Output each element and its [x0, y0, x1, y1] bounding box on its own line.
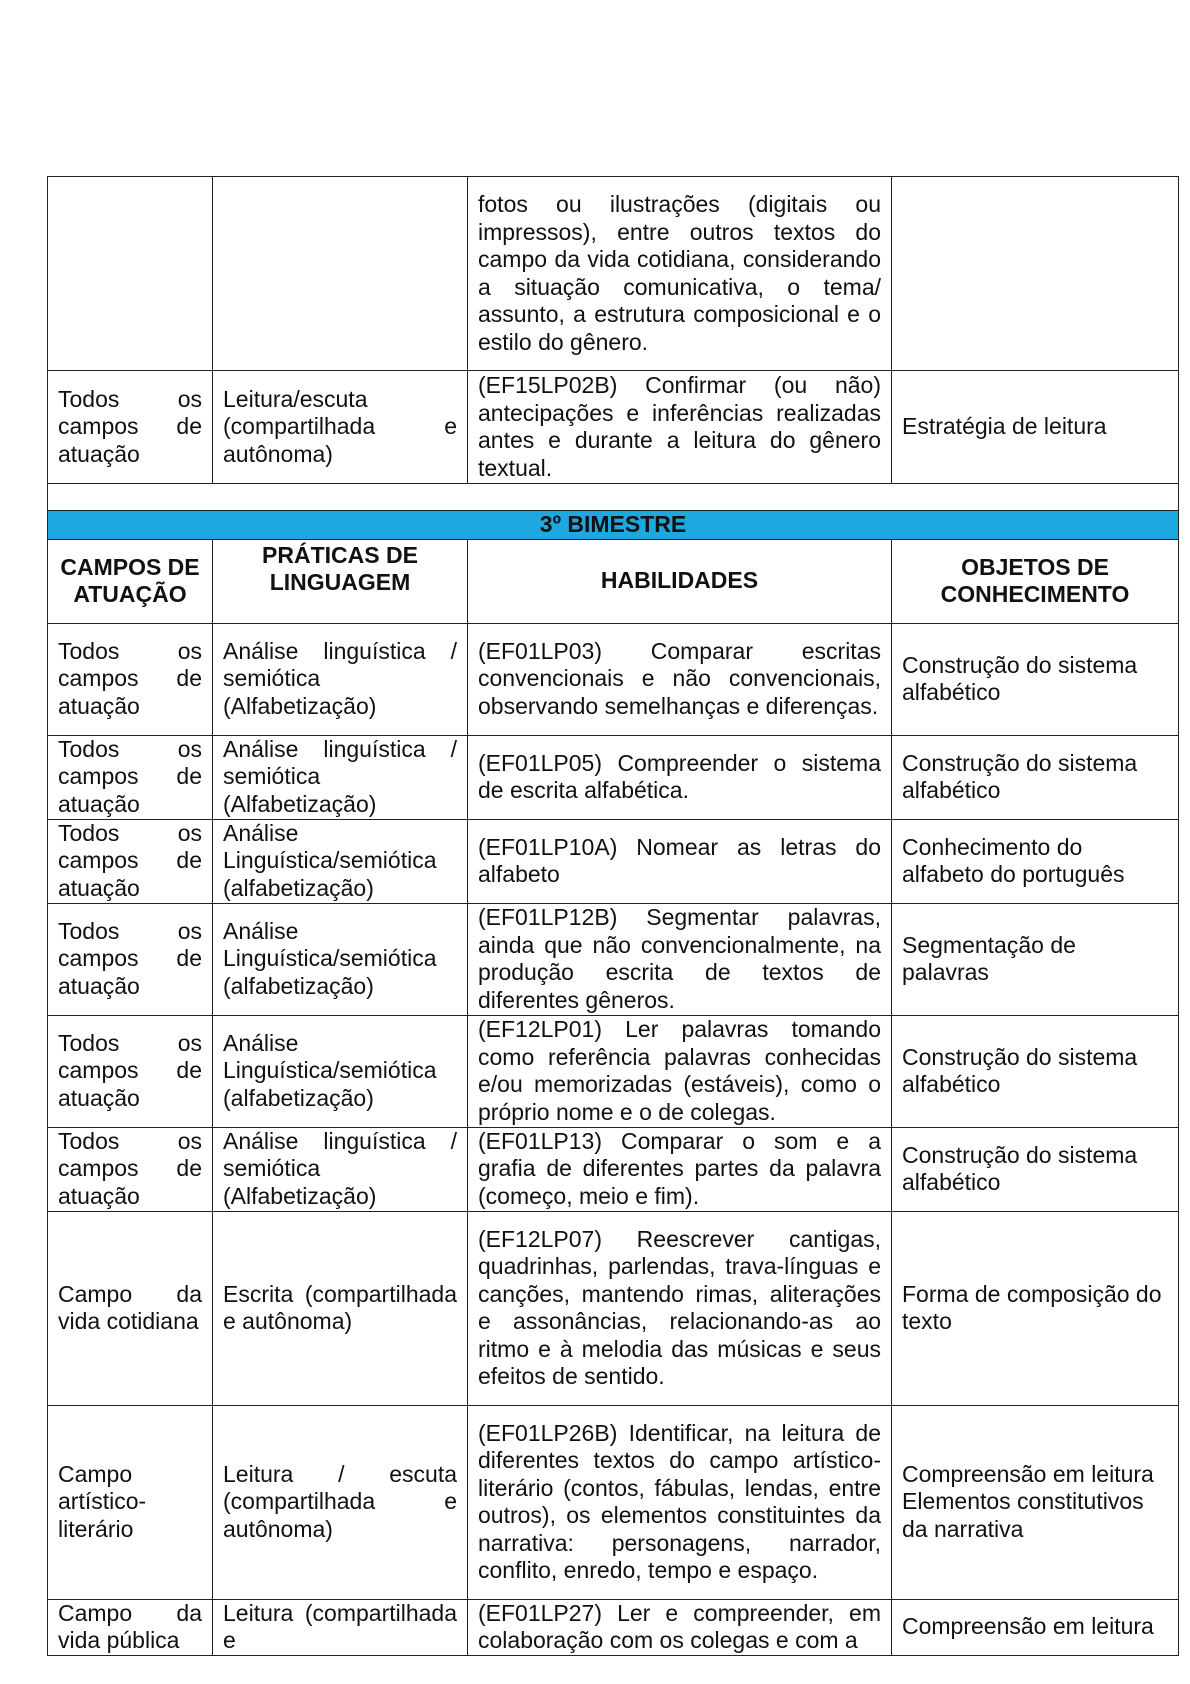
table-row: [48, 1599, 1179, 1655]
campo-cell: Todos os campos de atuação: [48, 819, 213, 903]
objeto-cell: Forma de composição do texto: [892, 1211, 1179, 1405]
header-campos: CAMPOS DE ATUAÇÃO: [48, 539, 213, 623]
objeto-cell: Estratégia de leitura: [892, 371, 1179, 484]
table-row: [48, 177, 1179, 371]
habilidade-cell: (EF12LP01) Ler palavras tomando como referência palavras conhecidas e/ou memorizadas (estáveis), como o próprio nome e o de colegas.: [468, 1015, 892, 1127]
campo-cell: Campo da vida pública: [48, 1599, 213, 1655]
campo-cell: [48, 177, 213, 371]
campo-cell: Todos os campos de atuação: [48, 903, 213, 1015]
header-praticas: PRÁTICAS DE LINGUAGEM: [213, 539, 468, 623]
bimestre-title: 3º BIMESTRE: [48, 511, 1179, 540]
pratica-cell: Análise linguística / semiótica (Alfabetização): [213, 1127, 468, 1211]
campo-cell: Todos os campos de atuação: [48, 1127, 213, 1211]
header-row: [48, 539, 1179, 623]
objeto-line: Compreensão em leitura: [902, 1460, 1154, 1487]
pratica-cell: Análise linguística / semiótica (Alfabetização): [213, 735, 468, 819]
objeto-cell: [892, 1405, 1179, 1599]
campo-cell: Todos os campos de atuação: [48, 371, 213, 484]
header-habilidades: HABILIDADES: [468, 539, 892, 623]
spacer-cell: [48, 484, 1179, 511]
table-row: [48, 1211, 1179, 1405]
pratica-cell: Análise Linguística/semiótica (alfabetização): [213, 1015, 468, 1127]
header-objetos: OBJETOS DE CONHECIMENTO: [892, 539, 1179, 623]
habilidade-cell: (EF01LP13) Comparar o som e a grafia de diferentes partes da palavra (começo, meio e fim).: [468, 1127, 892, 1211]
campo-cell: Campo da vida cotidiana: [48, 1211, 213, 1405]
habilidade-cell: (EF01LP03) Comparar escritas convencionais e não convencionais, observando semelhanças e diferenças.: [468, 623, 892, 735]
habilidade-cell: (EF01LP10A) Nomear as letras do alfabeto: [468, 819, 892, 903]
table-row: [48, 371, 1179, 484]
pratica-cell: Análise Linguística/semiótica (alfabetização): [213, 819, 468, 903]
objeto-cell: Construção do sistema alfabético: [892, 623, 1179, 735]
objeto-cell: [892, 177, 1179, 371]
habilidade-cell: (EF01LP27) Ler e compreender, em colaboração com os colegas e com a: [468, 1599, 892, 1655]
objeto-line: Elementos constitutivos da narrativa: [902, 1488, 1144, 1542]
pratica-cell: Leitura / escuta (compartilhada e autônoma): [213, 1405, 468, 1599]
pratica-cell: [213, 177, 468, 371]
habilidade-cell: (EF15LP02B) Confirmar (ou não) antecipações e inferências realizadas antes e durante a leitura do gênero textual.: [468, 371, 892, 484]
table-row: [48, 623, 1179, 735]
objeto-cell: Segmentação de palavras: [892, 903, 1179, 1015]
table-row: [48, 735, 1179, 819]
habilidade-cell: (EF01LP26B) Identificar, na leitura de diferentes textos do campo artístico-literário (contos, fábulas, lendas, entre outros), os elementos constituintes da narrativa: personagens, narrador, conflito, enredo, tempo e espaço.: [468, 1405, 892, 1599]
bimestre-row: [48, 511, 1179, 540]
objeto-cell: Conhecimento do alfabeto do português: [892, 819, 1179, 903]
curriculum-table: [47, 176, 1179, 1656]
campo-cell: Todos os campos de atuação: [48, 735, 213, 819]
habilidade-cell: (EF01LP12B) Segmentar palavras, ainda que não convencionalmente, na produção escrita de textos de diferentes gêneros.: [468, 903, 892, 1015]
pratica-cell: Leitura/escuta (compartilhada e autônoma): [213, 371, 468, 484]
campo-cell: Todos os campos de atuação: [48, 623, 213, 735]
pratica-cell: Escrita (compartilhada e autônoma): [213, 1211, 468, 1405]
objeto-cell: Compreensão em leitura: [892, 1599, 1179, 1655]
table-row: [48, 1127, 1179, 1211]
spacer-row: [48, 484, 1179, 511]
objeto-cell: Construção do sistema alfabético: [892, 735, 1179, 819]
habilidade-cell: (EF12LP07) Reescrever cantigas, quadrinhas, parlendas, trava-línguas e canções, mantendo rimas, aliterações e assonâncias, relacionando-as ao ritmo e à melodia das músicas e seus efeitos de sentido.: [468, 1211, 892, 1405]
table-row: [48, 903, 1179, 1015]
pratica-cell: Análise Linguística/semiótica (alfabetização): [213, 903, 468, 1015]
campo-cell: Todos os campos de atuação: [48, 1015, 213, 1127]
pratica-cell: Leitura (compartilhada e: [213, 1599, 468, 1655]
habilidade-cell: (EF01LP05) Compreender o sistema de escrita alfabética.: [468, 735, 892, 819]
table-row: [48, 1405, 1179, 1599]
pratica-cell: Análise linguística / semiótica (Alfabetização): [213, 623, 468, 735]
campo-cell: Campo artístico-literário: [48, 1405, 213, 1599]
habilidade-cell: fotos ou ilustrações (digitais ou impressos), entre outros textos do campo da vida cotidiana, considerando a situação comunicativa, o tema/ assunto, a estrutura composicional e o estilo do gênero.: [468, 177, 892, 371]
table-row: [48, 1015, 1179, 1127]
table-row: [48, 819, 1179, 903]
objeto-cell: Construção do sistema alfabético: [892, 1127, 1179, 1211]
objeto-cell: Construção do sistema alfabético: [892, 1015, 1179, 1127]
